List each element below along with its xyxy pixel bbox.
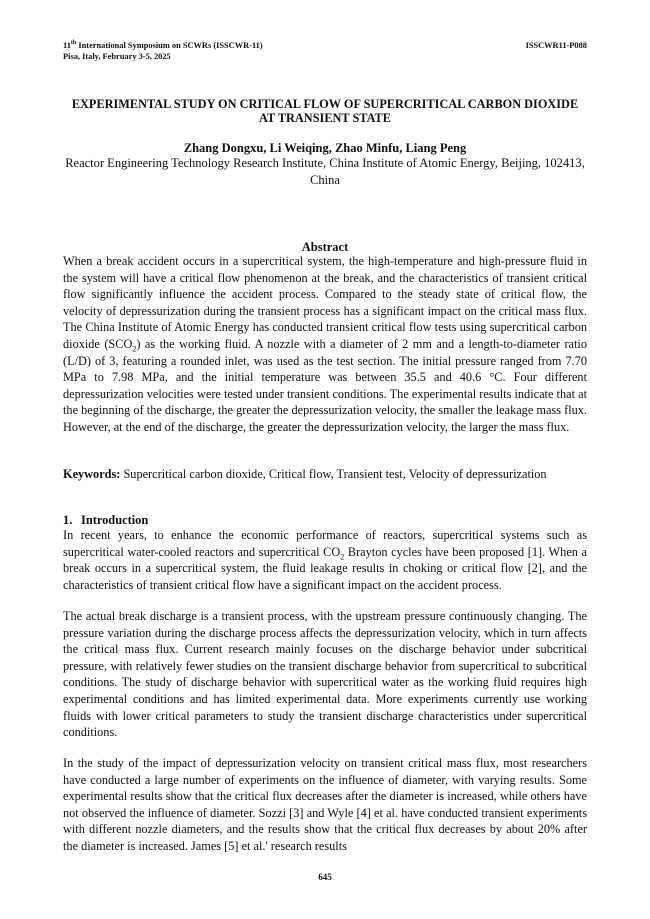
paper-id: ISSCWR11-P088	[525, 41, 587, 50]
affiliation: Reactor Engineering Technology Research Institute, China Institute of Atomic Energy, Beijing, 102413, China	[65, 156, 585, 187]
intro-paragraph-3: In the study of the impact of depressurization velocity on transient critical mass flux, most researchers have conducted a large number of experiments on the influence of diameter, with varying results. Some experimental results show that the critical flux decreases after the diameter is increased, while others have not observed the influence of diameter. Sozzi [3] and Wyle [4] et al. have conducted transient experiments with different nozzle diameters, and the results show that the critical flux decreases by about 20% after the diameter is increased. James [5] et al.' research results	[63, 756, 587, 853]
keywords-label: Keywords:	[63, 467, 121, 481]
author-list: Zhang Dongxu, Li Weiqing, Zhao Minfu, Liang Peng	[183, 141, 467, 155]
intro-paragraph-2: The actual break discharge is a transient process, with the upstream pressure continuously changing. The pressure variation during the discharge process affects the depressurization velocity, which in turn affects the critical mass flux. Current research mainly focuses on the discharge behavior under subcritical pressure, with relatively fewer studies on the transient discharge behavior from supercritical to subcritical conditions. The study of discharge behavior with supercritical water as the working fluid requires high experimental conditions and has limited experimental data. More experiments currently use working fluids with lower critical parameters to study the transient discharge characteristics under supercritical conditions.	[63, 609, 587, 740]
keywords-text: Supercritical carbon dioxide, Critical flow, Transient test, Velocity of depressurization	[120, 467, 547, 481]
intro-paragraph-1: In recent years, to enhance the economic performance of reactors, supercritical systems such as supercritical water-cooled reactors and supercritical $CO_2$ Brayton cycles have been proposed [1]. When a break occurs in a supercritical system, the fluid leakage results in choking or critical flow [2], and the characteristics of transient critical flow have a significant impact on the accident process.	[63, 528, 587, 592]
conference-name: 11th International Symposium on SCWRs (ISSCWR-11)	[63, 40, 263, 50]
section-heading-introduction: 1. Introduction	[63, 513, 149, 527]
running-header-left	[63, 40, 263, 62]
abstract-text: When a break accident occurs in a supercritical system, the high-temperature and high-pressure fluid in the system will have a critical flow phenomenon at the break, and the characteristics of transient critical flow significantly influence the accident process. Compared to the steady state of critical flow, the velocity of depressurization during the transient process has a significant impact on the critical mass flux. The China Institute of Atomic Energy has conducted transient critical flow tests using supercritical carbon dioxide $(SCO_2)$ as the working fluid. A nozzle with a diameter of 2 mm and a length-to-diameter ratio (L/D) of 3, featuring a rounded inlet, was used as the test section. The initial pressure ranged from 7.70 MPa to 7.98 MPa, and the initial temperature was between 35.5 and 40.6 °C. Four different depressurization velocities were tested under transient conditions. The experimental results indicate that at the beginning of the discharge, the greater the depressurization velocity, the smaller the leakage mass flux. However, at the end of the discharge, the greater the depressurization velocity, the larger the mass flux.	[63, 254, 587, 434]
paper-title: EXPERIMENTAL STUDY ON CRITICAL FLOW OF SUPERCRITICAL CARBON DIOXIDE AT TRANSIENT STATE	[71, 97, 579, 125]
abstract-heading: Abstract	[301, 240, 349, 254]
conference-location-date: Pisa, Italy, February 3-5, 2025	[63, 52, 171, 61]
page-number: 645	[318, 872, 332, 882]
keywords	[63, 466, 587, 483]
